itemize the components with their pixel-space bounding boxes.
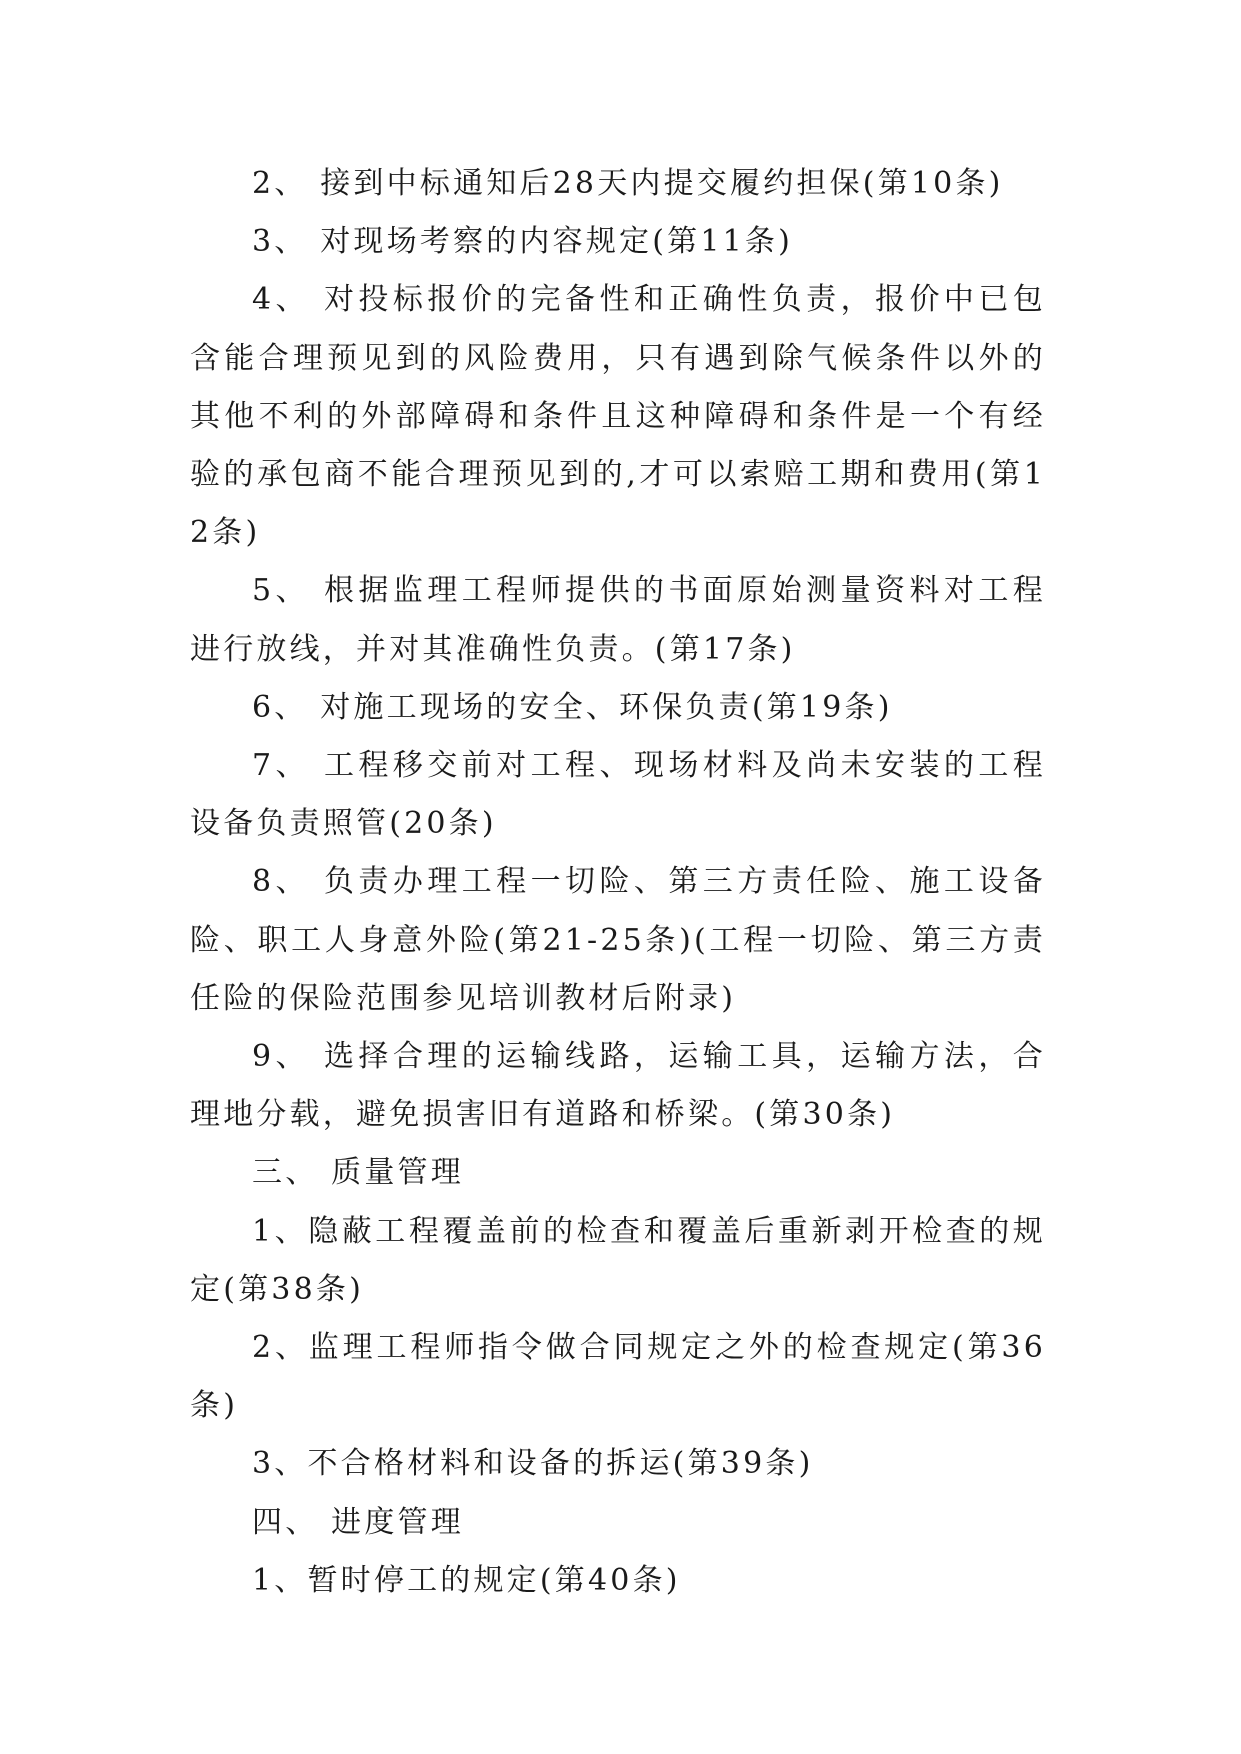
clause-2-performance-security: 2、 接到中标通知后28天内提交履约担保(第10条) — [252, 166, 1004, 201]
quality-item-3-rejected-materials: 3、不合格材料和设备的拆运(第39条) — [252, 1446, 814, 1482]
clause-3-site-inspection: 3、 对现场考察的内容规定(第11条) — [252, 224, 794, 260]
clause-8-insurance: 8、 负责办理工程一切险、第三方责任险、施工设备险、职工人身意外险(第21-25条)(工程一切险、第三方责任险的保险范围参见培训教材后附录) — [190, 864, 1046, 1016]
clause-4-tender-price: 4、 对投标报价的完备性和正确性负责，报价中已包含能合理预见到的风险费用，只有遇到除气候条件以外的其他不利的外部障碍和条件且这种障碍和条件是一个有经验的承包商不能合理预见到的,才可以索赔工期和费用(第12条) — [190, 282, 1046, 551]
progress-item-1-suspension: 1、暂时停工的规定(第40条) — [252, 1562, 681, 1598]
clause-5-setting-out: 5、 根据监理工程师提供的书面原始测量资料对工程进行放线，并对其准确性负责。(第17条) — [190, 573, 1046, 667]
clause-6-site-safety: 6、 对施工现场的安全、环保负责(第19条) — [252, 689, 893, 725]
clause-7-care-of-works: 7、 工程移交前对工程、现场材料及尚未安装的工程设备负责照管(20条) — [190, 748, 1046, 842]
quality-item-2-extra-inspection: 2、监理工程师指令做合同规定之外的检查规定(第36条) — [190, 1330, 1046, 1424]
document-body — [190, 155, 1046, 1610]
quality-item-1-covered-work: 1、隐蔽工程覆盖前的检查和覆盖后重新剥开检查的规定(第38条) — [190, 1213, 1046, 1307]
section-heading-quality: 三、 质量管理 — [252, 1155, 464, 1191]
clause-9-transport: 9、 选择合理的运输线路，运输工具，运输方法，合理地分载，避免损害旧有道路和桥梁。(第30条) — [190, 1039, 1046, 1133]
section-heading-progress: 四、 进度管理 — [252, 1504, 464, 1540]
